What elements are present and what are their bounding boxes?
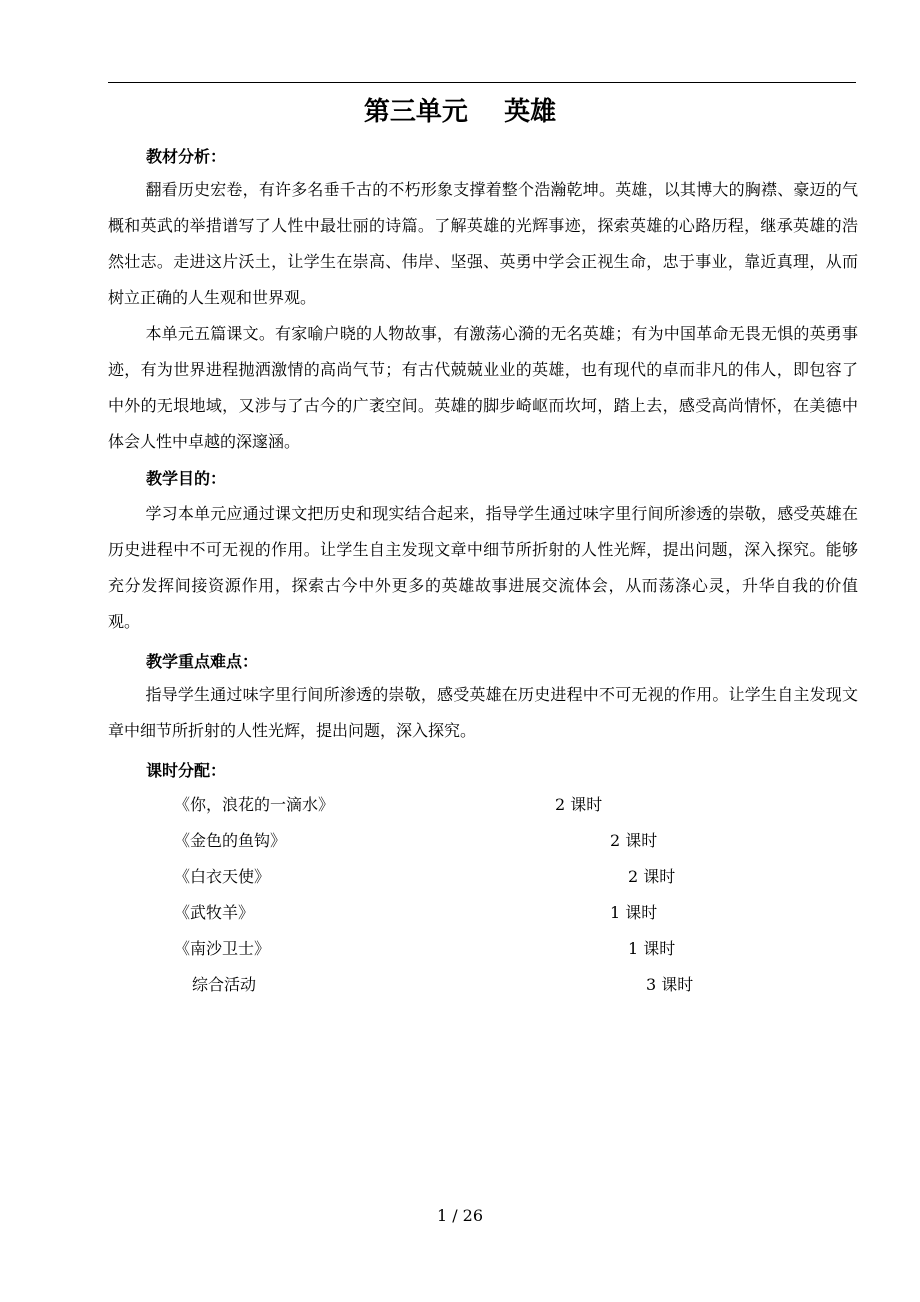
page-title: 第三单元 英雄 xyxy=(363,97,557,127)
page-number: 1 / 26 xyxy=(436,1206,484,1225)
heading-key-points: 教学重点难点： xyxy=(146,652,259,671)
key-points-paragraph: 指导学生通过味字里行间所渗透的崇敬，感受英雄在历史进程中不可无视的作用。让学生自主发现文章中细节所折射的人性光辉，提出问题，深入探究。 xyxy=(108,685,858,740)
schedule-lesson: 《你，浪花的一滴水》 xyxy=(174,795,335,814)
analysis-paragraph-2: 本单元五篇课文。有家喻户晓的人物故事，有激荡心漪的无名英雄；有为中国革命无畏无惧的英勇事迹，有为世界进程抛洒激情的高尚气节；有古代兢兢业业的英雄，也有现代的卓而非凡的伟人，即包容了中外的无垠地域，又涉与了古今的广袤空间。英雄的脚步崎岖而坎坷，踏上去，感受高尚情怀，在美德中体会人性中卓越的深邃涵。 xyxy=(108,324,858,451)
objectives-paragraph: 学习本单元应通过课文把历史和现实结合起来，指导学生通过味字里行间所渗透的崇敬，感受英雄在历史进程中不可无视的作用。让学生自主发现文章中细节所折射的人性光辉，提出问题，深入探究。能够充分发挥间接资源作用，探索古今中外更多的英雄故事进展交流体会，从而荡涤心灵，升华自我的价值观。 xyxy=(108,504,858,631)
analysis-paragraph-1: 翻看历史宏卷，有许多名垂千古的不朽形象支撑着整个浩瀚乾坤。英雄，以其博大的胸襟、豪迈的气概和英武的举措谱写了人性中最壮丽的诗篇。了解英雄的光辉事迹，探索英雄的心路历程，继承英雄的浩然壮志。走进这片沃土，让学生在崇高、伟岸、坚强、英勇中学会正视生命，忠于事业，靠近真理，从而树立正确的人生观和世界观。 xyxy=(108,180,858,307)
schedule-lesson: 《武牧羊》 xyxy=(174,903,255,922)
schedule-lesson: 《金色的鱼钩》 xyxy=(174,831,287,850)
schedule-hours: 1 课时 xyxy=(610,903,658,922)
schedule-lesson: 《白衣天使》 xyxy=(174,867,271,886)
schedule-hours: 3 课时 xyxy=(646,975,694,994)
schedule-hours: 2 课时 xyxy=(555,795,603,814)
header-rule xyxy=(108,82,856,83)
heading-objectives: 教学目的： xyxy=(146,469,227,488)
schedule-lesson: 《南沙卫士》 xyxy=(174,939,271,958)
schedule-lesson: 综合活动 xyxy=(192,975,257,994)
heading-analysis: 教材分析： xyxy=(146,147,227,166)
schedule-hours: 2 课时 xyxy=(610,831,658,850)
schedule-hours: 1 课时 xyxy=(628,939,676,958)
schedule-hours: 2 课时 xyxy=(628,867,676,886)
heading-schedule: 课时分配： xyxy=(146,761,227,780)
